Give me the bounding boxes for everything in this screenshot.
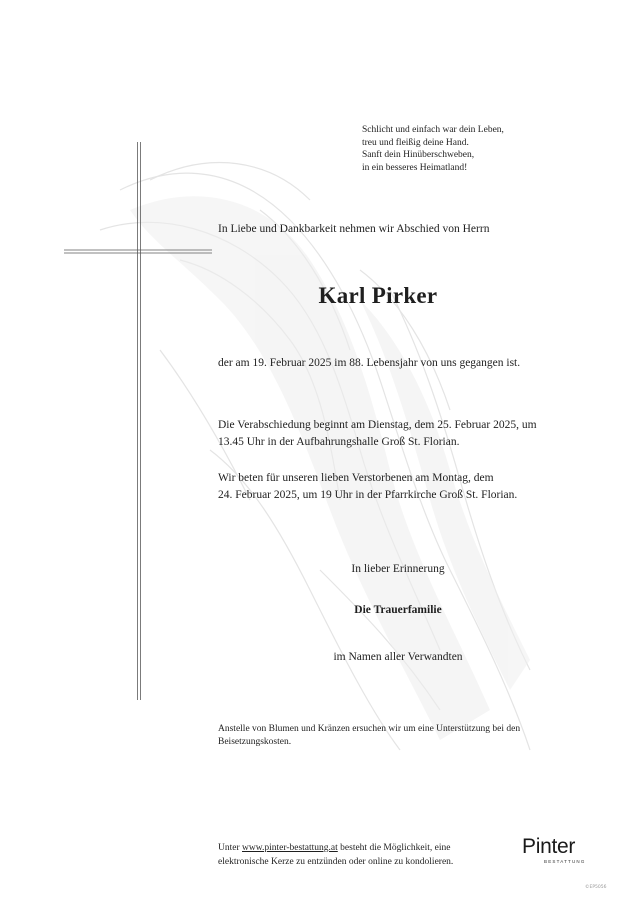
farewell-line: Die Verabschiedung beginnt am Dienstag, dem 25. Februar 2025, um	[218, 419, 537, 431]
footer-suffix: besteht die Möglichkeit, eine	[337, 843, 451, 853]
farewell-paragraph	[218, 417, 537, 451]
donation-note	[218, 723, 520, 749]
reference-stamp: ©EP5056	[585, 885, 607, 890]
deceased-name-text: Karl Pirker	[318, 283, 438, 308]
footer-prefix: Unter	[218, 843, 243, 853]
logo-word: Pinter	[522, 835, 576, 858]
deceased-name	[0, 283, 636, 309]
passed-text: der am 19. Februar 2025 im 88. Lebensjahr von uns gegangen ist.	[218, 357, 521, 369]
prayer-line: Wir beten für unseren lieben Verstorbenen am Montag, dem	[218, 472, 494, 484]
footer-line	[218, 841, 453, 855]
memory-text: In lieber Erinnerung	[351, 563, 445, 575]
farewell-line: 13.45 Uhr in der Aufbahrungshalle Groß St. Florian.	[218, 436, 460, 448]
prayer-paragraph	[218, 470, 517, 504]
note-line: Beisetzungskosten.	[218, 737, 292, 747]
intro-text: In Liebe und Dankbarkeit nehmen wir Abschied von Herrn	[218, 223, 490, 235]
pinter-logo	[522, 836, 602, 864]
footer-text	[218, 841, 453, 869]
note-line: Anstelle von Blumen und Kränzen ersuchen wir um eine Unterstützung bei den	[218, 724, 521, 734]
poem-line: in ein besseres Heimatland!	[362, 162, 468, 173]
website-link[interactable]: www.pinter-bestattung.at	[242, 843, 338, 853]
footer-line: elektronische Kerze zu entzünden oder online zu kondolieren.	[218, 857, 454, 867]
poem-line: Sanft dein Hinüberschweben,	[362, 150, 475, 161]
prayer-line: 24. Februar 2025, um 19 Uhr in der Pfarrkirche Groß St. Florian.	[218, 489, 518, 501]
relatives-text: im Namen aller Verwandten	[333, 651, 463, 663]
logo-sub: BESTATTUNG	[544, 859, 586, 864]
poem	[362, 124, 504, 174]
poem-line: treu und fleißig deine Hand.	[362, 137, 469, 148]
family-text: Die Trauerfamilie	[354, 604, 442, 616]
poem-line: Schlicht und einfach war dein Leben,	[362, 125, 504, 135]
